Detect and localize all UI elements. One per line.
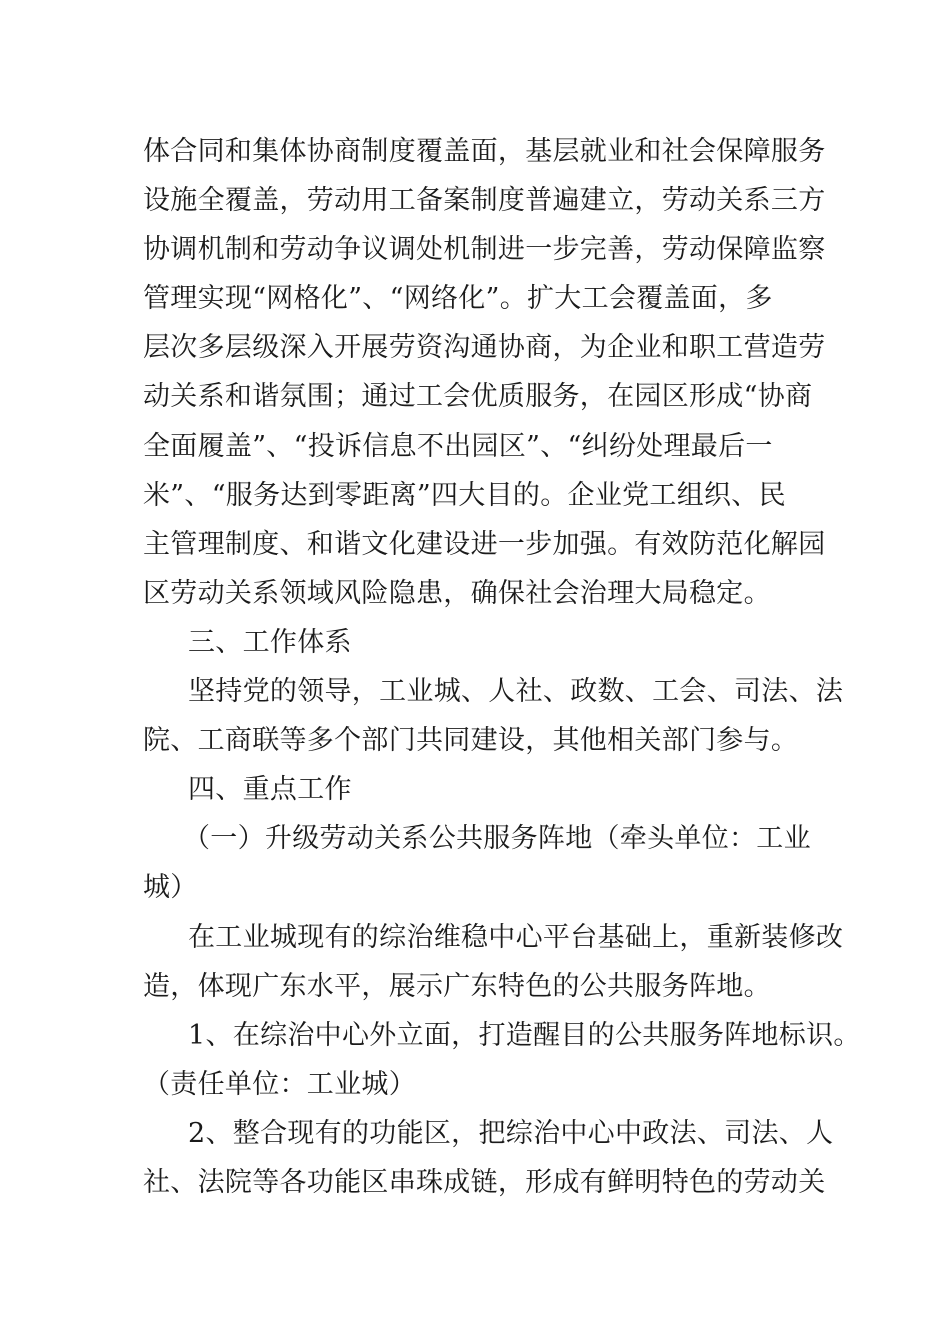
paragraph-line: 层次多层级深入开展劳资沟通协商，为企业和职工营造劳 xyxy=(143,332,826,364)
paragraph-line: 协调机制和劳动争议调处机制进一步完善，劳动保障监察 xyxy=(143,234,826,266)
subsection-heading: （一）升级劳动关系公共服务阵地（牵头单位：工业 xyxy=(183,823,811,855)
paragraph-line: 米”、“服务达到零距离”四大目的。企业党工组织、民 xyxy=(143,479,786,511)
paragraph-line: 全面履盖”、“投诉信息不出园区”、“纠纷处理最后一 xyxy=(143,430,773,462)
paragraph-line: 体合同和集体协商制度覆盖面，基层就业和社会保障服务 xyxy=(143,136,826,167)
list-item-2-cont: 社、法院等各功能区串珠成链，形成有鲜明特色的劳动关 xyxy=(143,1166,826,1198)
paragraph-line: 管理实现“网格化”、“网络化”。扩大工会覆盖面，多 xyxy=(143,283,773,315)
paragraph-line: 在工业城现有的综治维稳中心平台基础上，重新装修改 xyxy=(188,921,844,953)
document-body xyxy=(143,127,861,1207)
section-heading-key-work: 四、重点工作 xyxy=(188,774,352,806)
paragraph-line: 设施全覆盖，劳动用工备案制度普遍建立，劳动关系三方 xyxy=(143,185,826,217)
paragraph-line: 院、工商联等多个部门共同建设，其他相关部门参与。 xyxy=(143,725,799,757)
list-item-2: 2、整合现有的功能区，把综治中心中政法、司法、人 xyxy=(188,1117,834,1149)
subsection-heading-cont: 城） xyxy=(143,872,198,904)
list-item-1: 1、在综治中心外立面，打造醒目的公共服务阵地标识。 xyxy=(188,1019,861,1051)
paragraph-line: 主管理制度、和谐文化建设进一步加强。有效防范化解园 xyxy=(143,528,826,560)
paragraph-line: 动关系和谐氛围；通过工会优质服务，在园区形成“协商 xyxy=(143,381,813,413)
section-heading-work-system: 三、工作体系 xyxy=(188,626,352,658)
paragraph-line: 坚持党的领导，工业城、人社、政数、工会、司法、法 xyxy=(188,676,844,708)
paragraph-line: 区劳动关系领域风险隐患，确保社会治理大局稳定。 xyxy=(143,577,771,609)
list-item-1-cont: （责任单位：工业城） xyxy=(143,1068,416,1100)
paragraph-line: 造，体现广东水平，展示广东特色的公共服务阵地。 xyxy=(143,970,771,1002)
